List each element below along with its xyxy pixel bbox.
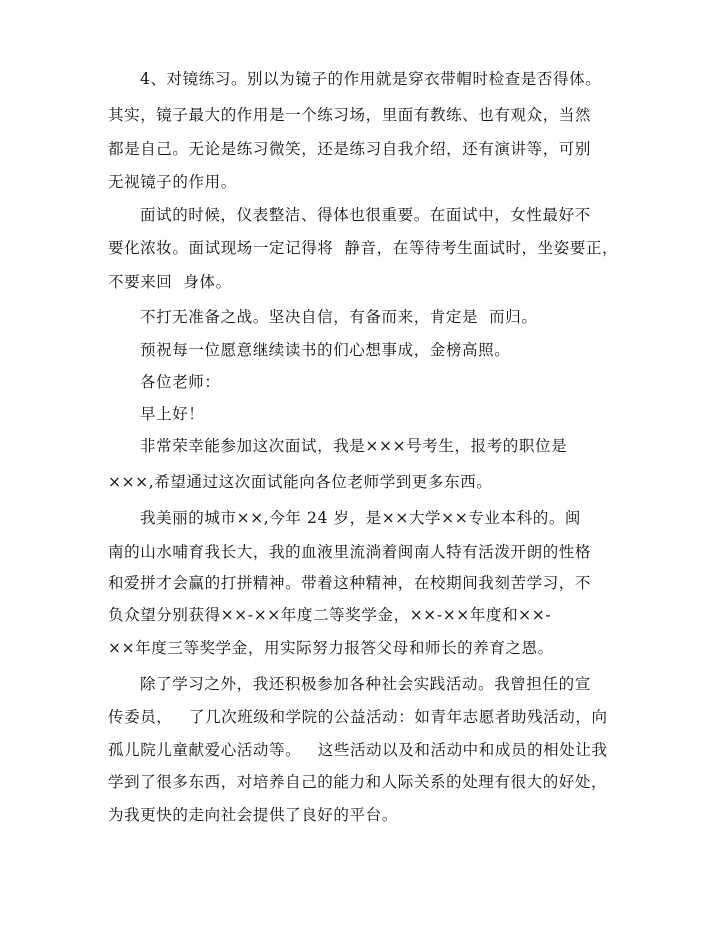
text-line: 面试的时候，仪表整洁、得体也很重要。在面试中，女性最好不	[140, 206, 591, 224]
text-line: 非常荣幸能参加这次面试，我是×××号考生，报考的职位是	[140, 437, 568, 455]
text-line: 传委员， 了几次班级和学院的公益活动：如青年志愿者助残活动，向	[108, 708, 608, 726]
text-line: 我美丽的城市××,今年 24 岁，是××大学××专业本科的。闽	[140, 509, 582, 527]
text-line: 其实，镜子最大的作用是一个练习场，里面有教练、也有观众，当然	[108, 106, 592, 124]
text-line: 无视镜子的作用。	[108, 173, 237, 191]
text-line: 学到了很多东西，对培养自己的能力和人际关系的处理有很大的好处，	[108, 773, 608, 791]
text-line: 不打无准备之战。坚决自信，有备而来，肯定是 而归。	[140, 308, 538, 326]
text-line: 和爱拼才会赢的打拼精神。带着这种精神，在校期间我刻苦学习，不	[108, 574, 592, 592]
text-line: 早上好！	[140, 405, 205, 423]
text-line: ××年度三等奖学金，用实际努力报答父母和师长的养育之恩。	[108, 639, 554, 657]
text-line: 除了学习之外，我还积极参加各种社会实践活动。我曾担任的宣	[140, 675, 591, 693]
text-line: 都是自己。无论是练习微笑，还是练习自我介绍，还有演讲等，可别	[108, 140, 592, 158]
text-line: 预祝每一位愿意继续读书的们心想事成，金榜高照。	[140, 341, 511, 359]
text-line: 要化浓妆。面试现场一定记得将 静音，在等待考生面试时，坐姿要正，	[108, 239, 619, 257]
text-line: 不要来回 身体。	[108, 273, 232, 291]
text-line: 孤儿院儿童献爱心活动等。 这些活动以及和活动中和成员的相处让我	[108, 741, 608, 759]
text-line: 南的山水哺育我长大，我的血液里流淌着闽南人特有活泼开朗的性格	[108, 543, 592, 561]
text-line: 4、对镜练习。别以为镜子的作用就是穿衣带帽时检查是否得体。	[140, 70, 602, 88]
text-line: 各位老师：	[140, 373, 221, 391]
text-line: 为我更快的走向社会提供了良好的平台。	[108, 806, 398, 824]
text-line: ×××,希望通过这次面试能向各位老师学到更多东西。	[108, 473, 493, 491]
text-line: 负众望分别获得××-××年度二等奖学金，××-××年度和××-	[108, 606, 552, 624]
